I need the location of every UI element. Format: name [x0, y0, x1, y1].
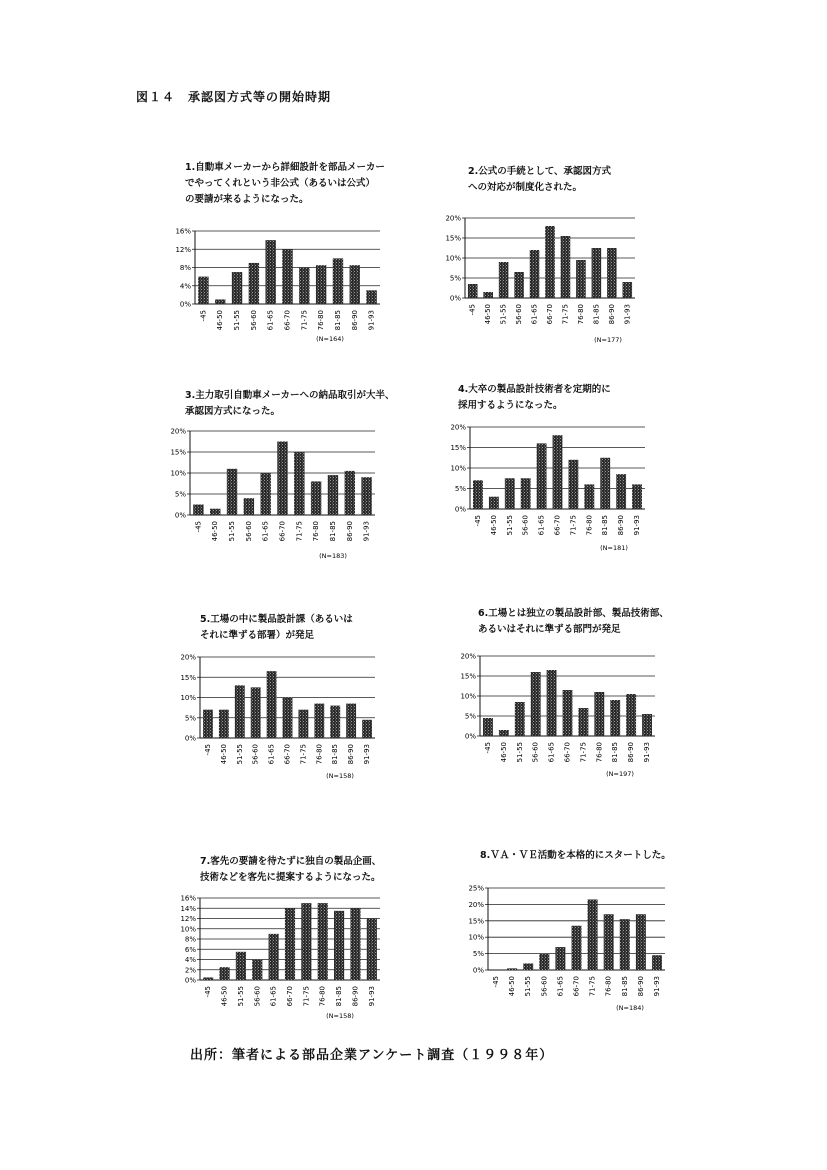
- x-tick-label: 51-55: [499, 304, 508, 325]
- x-tick-label: 91-93: [623, 304, 632, 325]
- chart-svg: [440, 604, 675, 786]
- y-tick-label: 20%: [450, 423, 466, 432]
- x-tick-label: 56-60: [249, 310, 258, 331]
- chart-title: 1.自動車メーカーから詳細設計を部品メーカー でやってくれという非公式（あるいは公式） の要請が来るようになった。: [185, 162, 385, 205]
- x-tick-label: 56-60: [515, 304, 524, 325]
- bar: [473, 480, 483, 509]
- bar: [523, 963, 533, 970]
- bar: [366, 290, 376, 304]
- chart-svg: [165, 850, 400, 1030]
- bar: [539, 954, 549, 970]
- chart-svg: [440, 846, 685, 1020]
- y-tick-label: 5%: [454, 485, 466, 493]
- chart-title: 7.客先の要請を待たずに独自の製品企画、 技術などを客先に提案するようになった。: [200, 856, 382, 883]
- bar: [244, 498, 254, 515]
- x-tick-label: 56-60: [540, 976, 549, 997]
- y-tick-label: 15%: [445, 234, 461, 243]
- bar: [210, 509, 220, 515]
- y-tick-label: 0%: [464, 732, 476, 741]
- y-tick-label: 12%: [180, 915, 196, 923]
- x-tick-label: -45: [483, 742, 492, 754]
- x-tick-label: 81-85: [620, 976, 629, 997]
- y-tick-label: 5%: [449, 274, 461, 283]
- sample-size-label: (N=183): [319, 552, 347, 560]
- bar: [285, 908, 295, 980]
- x-tick-label: 71-75: [300, 310, 309, 331]
- bar: [219, 967, 229, 980]
- bar: [620, 919, 630, 970]
- bar: [269, 934, 279, 980]
- y-tick-label: 20%: [468, 900, 484, 909]
- x-tick-label: 66-70: [278, 521, 287, 542]
- bar: [652, 955, 662, 970]
- bar: [350, 265, 360, 304]
- bar: [626, 694, 636, 736]
- sample-size-label: (N=164): [316, 335, 344, 343]
- bar: [578, 708, 588, 736]
- x-tick-label: 46-50: [499, 742, 508, 763]
- x-tick-label: 91-93: [367, 310, 376, 331]
- bar: [203, 977, 213, 980]
- y-tick-label: 20%: [445, 214, 461, 223]
- bar: [610, 700, 620, 736]
- x-tick-label: -45: [203, 744, 212, 756]
- bar: [316, 265, 326, 304]
- bar: [563, 690, 573, 736]
- y-tick-label: 20%: [460, 652, 476, 661]
- x-tick-label: 51-55: [228, 521, 237, 542]
- bar: [345, 471, 355, 515]
- chart-svg: [165, 610, 395, 788]
- bar: [267, 671, 277, 738]
- y-tick-label: 15%: [450, 444, 466, 452]
- y-tick-label: 12%: [175, 245, 191, 254]
- sample-size-label: (N=158): [326, 1012, 354, 1020]
- chart-svg: [440, 378, 665, 559]
- bar: [553, 435, 563, 509]
- y-tick-label: 5%: [472, 950, 484, 959]
- sample-size-label: (N=181): [600, 544, 628, 552]
- x-tick-label: 46-50: [211, 521, 220, 542]
- x-tick-label: -45: [204, 986, 213, 998]
- x-tick-label: 71-75: [588, 976, 597, 997]
- x-tick-label: 86-90: [351, 986, 360, 1007]
- sample-size-label: (N=197): [606, 770, 634, 778]
- x-tick-label: 56-60: [521, 515, 530, 536]
- bar: [301, 903, 311, 980]
- x-tick-label: 86-90: [636, 976, 645, 997]
- bar: [521, 478, 531, 509]
- x-tick-label: 86-90: [350, 310, 359, 331]
- bar: [328, 475, 338, 515]
- y-tick-label: 10%: [170, 469, 186, 478]
- x-tick-label: 76-80: [604, 976, 613, 997]
- chart-title: 4.大卒の製品設計技術者を定期的に 採用するようになった。: [458, 384, 611, 411]
- y-tick-label: 0%: [174, 511, 186, 520]
- y-tick-label: 10%: [450, 464, 466, 473]
- x-tick-label: 61-65: [261, 521, 270, 542]
- bar: [330, 706, 340, 738]
- y-tick-label: 15%: [468, 917, 484, 926]
- source-note: 出所：筆者による部品企業アンケート調査（１９９８年）: [190, 1048, 554, 1063]
- y-tick-label: 15%: [180, 673, 196, 682]
- y-tick-label: 4%: [179, 282, 191, 291]
- bar: [277, 442, 287, 516]
- y-tick-label: 16%: [180, 894, 196, 903]
- x-tick-label: 46-50: [484, 304, 493, 325]
- bar: [314, 704, 324, 738]
- chart-title: 8.ＶＡ・ＶＥ活動を本格的にスタートした。: [480, 850, 671, 861]
- bar: [251, 687, 261, 738]
- bar: [636, 914, 646, 970]
- y-tick-label: 20%: [170, 427, 186, 436]
- x-tick-label: 66-70: [572, 976, 581, 997]
- x-tick-label: 81-85: [333, 310, 342, 331]
- x-tick-label: 46-50: [216, 310, 225, 331]
- bar: [235, 685, 245, 738]
- y-tick-label: 10%: [445, 254, 461, 263]
- x-tick-label: 56-60: [244, 521, 253, 542]
- x-tick-label: 46-50: [489, 515, 498, 536]
- bar: [198, 277, 208, 304]
- x-tick-label: 61-65: [267, 744, 276, 765]
- y-tick-label: 6%: [184, 945, 196, 954]
- chart-title: 3.主力取引自動車メーカーへの納品取引が大半、 承認図方式になった。: [185, 390, 395, 417]
- bar: [604, 914, 614, 970]
- sample-size-label: (N=158): [326, 772, 354, 780]
- x-tick-label: -45: [194, 521, 203, 533]
- bar: [568, 460, 578, 509]
- bar: [592, 248, 602, 298]
- bar: [219, 710, 229, 738]
- bar: [537, 443, 547, 509]
- bar: [499, 262, 509, 298]
- bar: [555, 947, 565, 970]
- bar: [505, 478, 515, 509]
- bar: [294, 452, 304, 515]
- y-tick-label: 0%: [184, 734, 196, 743]
- bar: [299, 268, 309, 305]
- bar: [249, 263, 259, 304]
- x-tick-label: 76-80: [315, 744, 324, 765]
- y-tick-label: 0%: [184, 976, 196, 985]
- x-tick-label: 66-70: [283, 310, 292, 331]
- x-tick-label: 81-85: [592, 304, 601, 325]
- bar: [468, 284, 478, 298]
- chart-title: 5.工場の中に製品設計課（あるいは それに準ずる部署）が発足: [200, 614, 353, 641]
- x-tick-label: 76-80: [585, 515, 594, 536]
- x-tick-label: 66-70: [563, 742, 572, 763]
- chart-title: 6.工場とは独立の製品設計部、製品技術部、 あるいはそれに準ずる部門が発足: [478, 608, 669, 635]
- x-tick-label: 66-70: [286, 986, 294, 1007]
- bar: [483, 718, 493, 736]
- chart-svg: [165, 160, 400, 354]
- y-tick-label: 2%: [184, 966, 196, 975]
- x-tick-label: 76-80: [595, 742, 604, 763]
- x-tick-label: 76-80: [317, 310, 326, 331]
- bar: [588, 899, 598, 970]
- bar: [334, 911, 344, 980]
- x-tick-label: -45: [473, 515, 482, 527]
- bar: [572, 926, 582, 970]
- bar: [514, 272, 524, 298]
- x-tick-label: 81-85: [601, 515, 610, 536]
- y-tick-label: 5%: [464, 712, 476, 721]
- bar: [260, 473, 270, 515]
- x-tick-label: 66-70: [546, 304, 554, 325]
- x-tick-label: 76-80: [576, 304, 585, 325]
- bar: [265, 240, 275, 304]
- x-tick-label: 51-55: [524, 976, 533, 997]
- bar: [594, 692, 604, 736]
- y-tick-label: 5%: [174, 490, 186, 499]
- bar: [367, 919, 377, 981]
- bar: [298, 710, 308, 738]
- x-tick-label: 91-93: [362, 521, 371, 542]
- x-tick-label: 51-55: [233, 310, 242, 331]
- bar: [283, 698, 293, 739]
- x-tick-label: 86-90: [345, 521, 354, 542]
- bar: [607, 248, 617, 298]
- x-tick-label: 71-75: [579, 742, 588, 763]
- y-tick-label: 5%: [184, 714, 196, 723]
- x-tick-label: 71-75: [302, 986, 311, 1007]
- bar: [346, 704, 356, 738]
- y-tick-label: 10%: [460, 692, 476, 701]
- figure-title: 図１４ 承認図方式等の開始時期: [136, 90, 332, 104]
- x-tick-label: 61-65: [556, 976, 565, 997]
- x-tick-label: 56-60: [531, 742, 540, 763]
- x-tick-label: 81-85: [335, 986, 344, 1007]
- y-tick-label: 15%: [460, 672, 476, 681]
- bar: [531, 672, 541, 736]
- y-tick-label: 0%: [472, 966, 484, 975]
- x-tick-label: 71-75: [561, 304, 570, 325]
- y-tick-label: 25%: [468, 884, 484, 893]
- bar: [236, 952, 246, 980]
- y-tick-label: 4%: [184, 956, 196, 964]
- x-tick-label: 91-93: [363, 744, 372, 765]
- x-tick-label: 71-75: [295, 521, 304, 542]
- bar: [350, 908, 360, 980]
- x-tick-label: 56-60: [253, 986, 262, 1007]
- x-tick-label: -45: [468, 304, 477, 316]
- x-tick-label: 46-50: [219, 744, 228, 765]
- bar: [642, 714, 652, 736]
- x-tick-label: 46-50: [508, 976, 517, 997]
- bar: [252, 960, 262, 981]
- y-tick-label: 8%: [184, 935, 196, 944]
- bar: [333, 258, 343, 304]
- bar: [561, 236, 571, 298]
- bar: [232, 272, 242, 304]
- chart-svg: [440, 160, 655, 348]
- bar: [515, 702, 525, 736]
- bar: [489, 497, 499, 509]
- bar: [507, 968, 517, 970]
- x-tick-label: 61-65: [266, 310, 275, 331]
- x-tick-label: 76-80: [312, 521, 321, 542]
- x-tick-label: 81-85: [331, 744, 340, 765]
- y-tick-label: 8%: [179, 264, 191, 272]
- x-tick-label: 71-75: [569, 515, 578, 536]
- y-tick-label: 14%: [180, 904, 196, 913]
- x-tick-label: 71-75: [299, 744, 308, 765]
- x-tick-label: 66-70: [283, 744, 292, 765]
- x-tick-label: 86-90: [627, 742, 636, 763]
- x-tick-label: 81-85: [611, 742, 620, 763]
- x-tick-label: -45: [492, 976, 501, 988]
- x-tick-label: 91-93: [643, 742, 652, 763]
- bar: [545, 226, 555, 298]
- y-tick-label: 20%: [180, 653, 196, 662]
- x-tick-label: 61-65: [269, 986, 278, 1007]
- bar: [483, 292, 493, 298]
- y-tick-label: 10%: [180, 694, 196, 702]
- x-tick-label: 61-65: [530, 304, 539, 325]
- bar: [584, 484, 594, 509]
- x-tick-label: 51-55: [236, 986, 245, 1007]
- y-tick-label: 10%: [180, 925, 196, 934]
- bar: [215, 299, 225, 304]
- bar: [632, 484, 642, 509]
- x-tick-label: 91-93: [367, 986, 376, 1007]
- y-tick-label: 16%: [175, 227, 191, 236]
- bar: [576, 260, 586, 298]
- x-tick-label: -45: [199, 310, 208, 322]
- x-tick-label: 86-90: [617, 515, 626, 536]
- bar: [318, 903, 328, 980]
- x-tick-label: 51-55: [505, 515, 514, 536]
- y-tick-label: 10%: [468, 933, 484, 942]
- chart-svg: [165, 384, 395, 565]
- x-tick-label: 61-65: [537, 515, 546, 536]
- sample-size-label: (N=177): [594, 336, 622, 344]
- bar: [622, 282, 632, 298]
- bar: [282, 249, 292, 304]
- bar: [547, 670, 557, 736]
- bar: [311, 481, 321, 515]
- x-tick-label: 51-55: [235, 744, 244, 765]
- x-tick-label: 51-55: [515, 742, 524, 763]
- y-tick-label: 0%: [449, 294, 461, 303]
- bar: [203, 710, 213, 738]
- y-tick-label: 0%: [454, 505, 466, 514]
- y-tick-label: 0%: [179, 300, 191, 309]
- bar: [616, 474, 626, 509]
- x-tick-label: 46-50: [220, 986, 229, 1007]
- bar: [600, 458, 610, 509]
- bar: [193, 505, 203, 516]
- x-tick-label: 76-80: [318, 986, 327, 1007]
- sample-size-label: (N=184): [616, 1004, 644, 1012]
- x-tick-label: 86-90: [607, 304, 616, 325]
- x-tick-label: 81-85: [328, 521, 337, 542]
- bar: [499, 730, 509, 736]
- x-tick-label: 66-70: [553, 515, 562, 536]
- x-tick-label: 86-90: [347, 744, 356, 765]
- chart-title: 2.公式の手続として、承認図方式 への対応が制度化された。: [468, 166, 612, 193]
- x-tick-label: 61-65: [547, 742, 556, 763]
- bar: [362, 720, 372, 738]
- bar: [530, 250, 540, 298]
- x-tick-label: 91-93: [652, 976, 661, 997]
- bar: [227, 469, 237, 515]
- x-tick-label: 91-93: [633, 515, 642, 536]
- bar: [361, 477, 371, 515]
- y-tick-label: 15%: [170, 448, 186, 457]
- x-tick-label: 56-60: [251, 744, 260, 765]
